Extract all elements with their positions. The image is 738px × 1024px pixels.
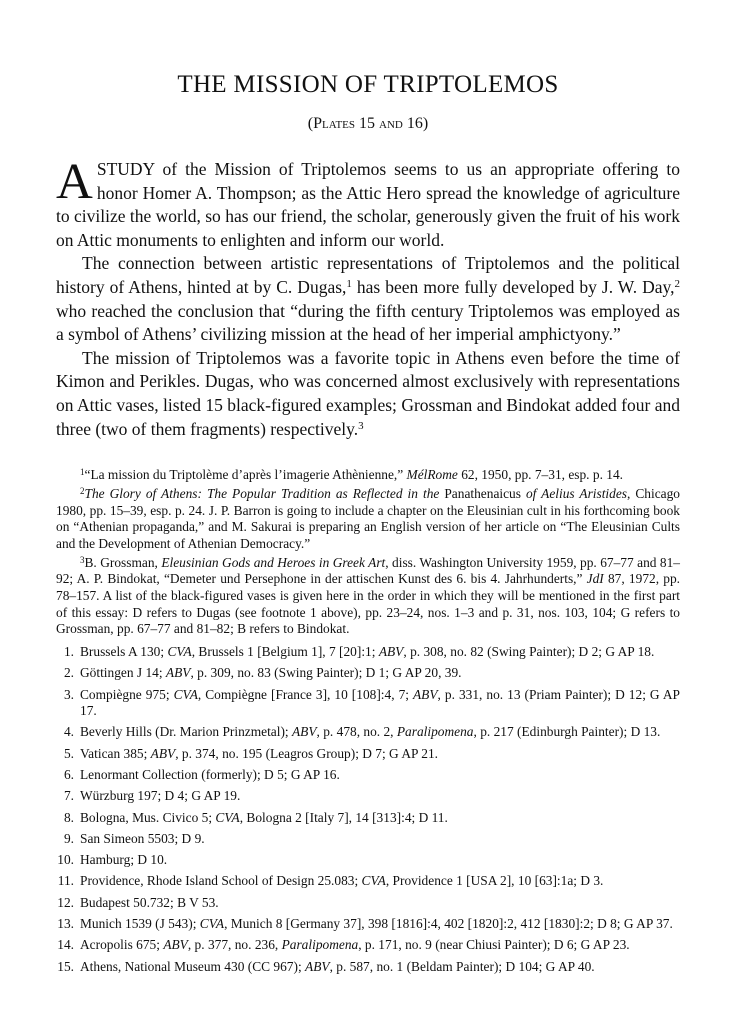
list-item-number: 4. [63, 724, 74, 740]
list-item-text: Lenormant Collection (formerly); D 5; G AP 16. [80, 766, 340, 782]
list-item [56, 916, 680, 932]
body-text [56, 154, 680, 441]
list-item-text: Würzburg 197; D 4; G AP 19. [80, 788, 241, 804]
footnote-3: $^3$B. Grossman, Eleusinian Gods and Heroes in Greek Art, diss. Washington University 1959, pp. 67–77 and 81–92; A. P. Bindokat, “Demeter und Persephone in der attischen Kunst des 6. bis 4. Jahrhunderts,” JdI 87, 1972, pp. 78–157. A list of the black-figured vases is given here in the order in which they will be mentioned in the first part of this essay: D refers to Dugas (see footnote 1 above), pp. 23–24, nos. 1–3 and p. 31, nos. 103, 104; G refers to Grossman, pp. 67–77 and 81–82; B refers to Bindokat. [56, 554, 681, 637]
list-item [56, 767, 680, 783]
list-item-text: Budapest 50.732; B V 53. [80, 894, 219, 910]
plates-reference: (Plates 15 and 16) [307, 115, 429, 132]
paragraph-2: The connection between artistic representations of Triptolemos and the political history of Athens, hinted at by C. Dugas,$^1$ has been more fully developed by J. W. Day,$^2$ who reached the conclusion that “during the fifth century Triptolemos was employed as a symbol of Athens’ civilizing mission at the head of her imperial amphictyony.” [56, 253, 680, 345]
list-item-text: Vatican 385; ABV, p. 374, no. 195 (Leagros Group); D 7; G AP 21. [80, 745, 439, 761]
drop-cap: A [56, 154, 93, 210]
article-title: THE MISSION OF TRIPTOLEMOS [177, 71, 559, 98]
list-item-number: 2. [63, 665, 74, 681]
list-item-number: 13. [57, 916, 74, 932]
footnote-1: $^1$“La mission du Triptolème d’après l’imagerie Athènienne,” MélRome 62, 1950, pp. 7–31, esp. p. 14. [80, 467, 624, 483]
vase-list [56, 644, 680, 975]
list-item-number: 6. [63, 766, 74, 782]
plates-label: Plates [313, 115, 356, 132]
list-item [56, 937, 680, 953]
list-item-number: 5. [63, 745, 74, 761]
list-item [56, 644, 680, 660]
footnote-2: $^2$The Glory of Athens: The Popular Tradition as Reflected in the Panathenaicus of Aelius Aristides, Chicago 1980, pp. 15–39, esp. p. 24. J. P. Barron is going to include a chapter on the Eleusinian cult in his forthcoming book on “Athenian propaganda,” and M. Sakurai is preparing an English version of her article on “The Eleusinian Cults and the Development of Athenian Democracy.” [56, 485, 680, 551]
list-item-number: 1. [63, 644, 74, 660]
list-item [56, 788, 680, 804]
list-item [56, 895, 680, 911]
list-item-number: 7. [63, 788, 74, 804]
footnotes [56, 467, 680, 975]
list-item-text: Beverly Hills (Dr. Marion Prinzmetal); ABV, p. 478, no. 2, Paralipomena, p. 217 (Edinburgh Painter); D 13. [80, 724, 661, 740]
list-item [56, 665, 680, 681]
list-item-number: 15. [57, 958, 74, 974]
list-item-number: 9. [63, 830, 74, 846]
list-item-text: Göttingen J 14; ABV, p. 309, no. 83 (Swing Painter); D 1; G AP 20, 39. [80, 665, 462, 681]
list-item-text: Munich 1539 (J 543); CVA, Munich 8 [Germany 37], 398 [1816]:4, 402 [1820]:2, 412 [1830]:2; D 8; G AP 37. [80, 916, 673, 932]
list-item-text: Brussels A 130; CVA, Brussels 1 [Belgium 1], 7 [20]:1; ABV, p. 308, no. 82 (Swing Painter); D 2; G AP 18. [80, 644, 655, 660]
list-item-number: 11. [57, 873, 74, 889]
paragraph-3: The mission of Triptolemos was a favorite topic in Athens even before the time of Kimon and Perikles. Dugas, who was concerned almost exclusively with representations on Attic vases, listed 15 black-figured examples; Grossman and Bindokat added four and three (two of them fragments) respectively.$^3$ [56, 347, 680, 439]
list-item-number: 3. [63, 686, 74, 702]
list-item-text: Athens, National Museum 430 (CC 967); ABV, p. 587, no. 1 (Beldam Painter); D 104; G AP 40. [80, 958, 595, 974]
list-item [56, 687, 680, 720]
list-item [56, 831, 680, 847]
list-item [56, 810, 680, 826]
list-item [56, 873, 680, 889]
paragraph-1: ASTUDY of the Mission of Triptolemos seems to us an appropriate offering to honor Homer A. Thompson; as the Attic Hero spread the knowledge of agriculture to civilize the world, so has our friend, the scholar, generously given the fruit of his work on Attic monuments to enlighten and inform our world. [56, 154, 680, 250]
list-item [56, 852, 680, 868]
list-item-text: Compiègne 975; CVA, Compiègne [France 3], 10 [108]:4, 7; ABV, p. 331, no. 13 (Priam Painter); D 12; G AP 17. [80, 686, 680, 719]
list-item [56, 746, 680, 762]
list-item-text: Bologna, Mus. Civico 5; CVA, Bologna 2 [Italy 7], 14 [313]:4; D 11. [80, 809, 448, 825]
list-item-number: 10. [57, 852, 74, 868]
list-item [56, 959, 680, 975]
list-item-number: 14. [57, 937, 74, 953]
footnote-ref-2[interactable]: 2 [674, 277, 680, 290]
list-item-number: 8. [63, 809, 74, 825]
list-item-text: San Simeon 5503; D 9. [80, 830, 205, 846]
footnote-ref-1[interactable]: 1 [346, 277, 352, 290]
list-item-text: Acropolis 675; ABV, p. 377, no. 236, Paralipomena, p. 171, no. 9 (near Chiusi Painter); D 6; G AP 23. [80, 937, 630, 953]
list-item-number: 12. [57, 894, 74, 910]
list-item [56, 724, 680, 740]
footnote-ref-3[interactable]: 3 [358, 419, 364, 432]
list-item-text: Providence, Rhode Island School of Design 25.083; CVA, Providence 1 [USA 2], 10 [63]:1a; D 3. [80, 873, 604, 889]
list-item-text: Hamburg; D 10. [80, 852, 168, 868]
